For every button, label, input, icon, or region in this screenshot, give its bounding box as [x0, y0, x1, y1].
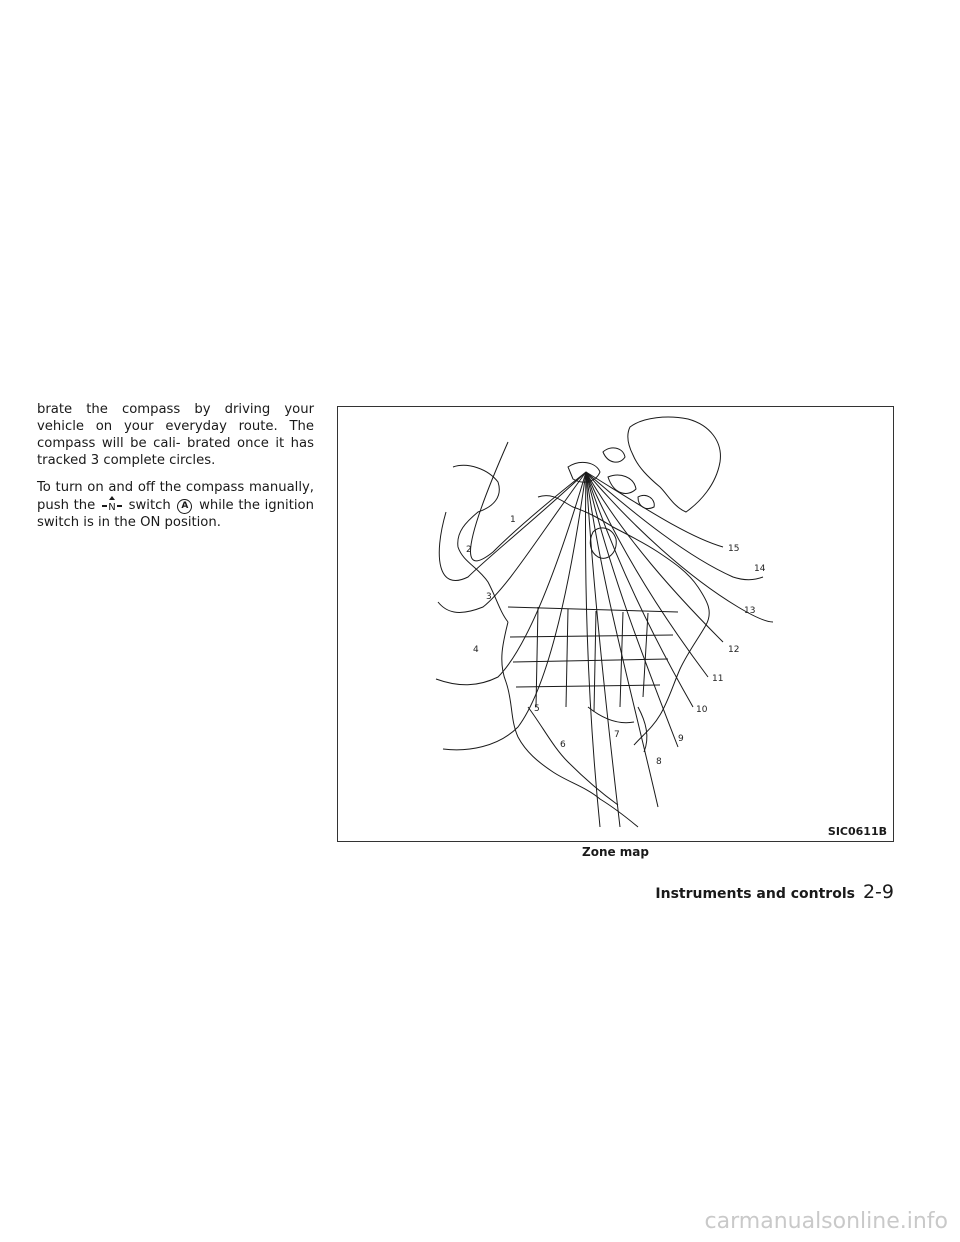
zone-label-15: 15	[728, 544, 740, 554]
zone-lines	[436, 442, 773, 827]
zone-label-6: 6	[560, 740, 566, 750]
watermark: carmanualsonline.info	[704, 1209, 948, 1234]
zone-label-12: 12	[728, 645, 740, 655]
zone-map-illustration	[338, 407, 895, 843]
page-footer	[655, 881, 894, 903]
zone-label-10: 10	[696, 705, 708, 715]
zone-label-3: 3	[486, 592, 492, 602]
zone-label-1: 1	[510, 515, 516, 525]
section-title: Instruments and controls	[655, 886, 855, 902]
zone-label-11: 11	[712, 674, 724, 684]
zone-map-figure	[337, 406, 894, 842]
svg-text:N: N	[108, 502, 116, 512]
zone-label-14: 14	[754, 564, 766, 574]
paragraph-calibration: brate the compass by driving your vehicle on your everyday route. The compass will be cali- brated once it has tracked 3 complete circles.	[37, 402, 314, 468]
zone-label-9: 9	[678, 734, 684, 744]
figure-caption: Zone map	[582, 845, 649, 859]
greenland-outline	[628, 417, 721, 512]
compass-n-switch-icon	[101, 496, 123, 512]
zone-label-8: 8	[656, 757, 662, 767]
callout-badge: A	[177, 499, 192, 514]
figure-code: SIC0611B	[827, 825, 887, 838]
zone-label-2: 2	[466, 545, 472, 555]
zone-label-4: 4	[473, 645, 479, 655]
zone-label-7: 7	[614, 730, 620, 740]
zone-label-13: 13	[744, 606, 756, 616]
page-number: 2-9	[862, 881, 894, 903]
body-text-column	[37, 401, 314, 541]
zone-label-5: 5	[534, 704, 540, 714]
paragraph-manual-toggle: To turn on and off the compass manually, push the N switch A while the ignition switch is in the ON position.	[37, 480, 314, 530]
